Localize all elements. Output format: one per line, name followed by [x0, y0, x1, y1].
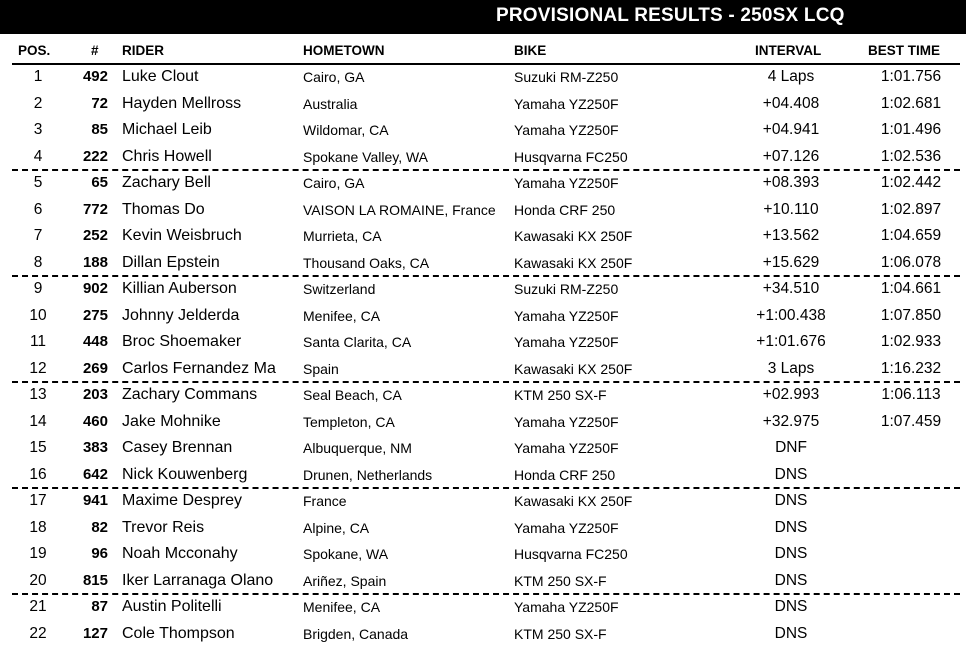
bike-cell: Yamaha YZ250F	[514, 175, 619, 191]
table-row	[0, 356, 966, 380]
rider-number-cell: 87	[91, 598, 108, 615]
hometown-cell: Alpine, CA	[303, 519, 370, 536]
bike-cell: Honda CRF 250	[514, 466, 616, 483]
bike-cell: Yamaha YZ250F	[514, 334, 619, 350]
hometown-cell: Spokane, WA	[303, 546, 389, 562]
rider-number-cell: 772	[82, 200, 108, 218]
rider-name-cell: Kevin Weisbruch	[122, 227, 242, 244]
hometown-cell: Australia	[303, 95, 358, 112]
column-header-best-time: BEST TIME	[868, 43, 941, 58]
position-cell: 7	[33, 227, 43, 244]
interval-cell: +15.629	[762, 253, 820, 271]
best-time-cell: 1:02.681	[880, 94, 942, 112]
rider-name-cell: Zachary Bell	[122, 174, 211, 191]
rider-name-cell: Nick Kouwenberg	[122, 465, 248, 483]
interval-cell: DNS	[774, 571, 808, 589]
best-time-cell: 1:04.661	[880, 280, 942, 297]
bike-cell: Yamaha YZ250F	[514, 307, 619, 324]
table-row	[0, 435, 966, 459]
best-time-cell: 1:07.850	[880, 306, 942, 324]
best-time-cell: 1:06.113	[881, 386, 941, 403]
rider-name-cell: Iker Larranaga Olano	[122, 571, 274, 589]
hometown-cell: Switzerland	[303, 281, 376, 297]
position-cell: 10	[29, 306, 47, 324]
rider-number-cell: 127	[82, 624, 108, 642]
page-title: PROVISIONAL RESULTS - 250SX LCQ	[496, 5, 845, 26]
bike-cell: KTM 250 SX-F	[514, 625, 607, 642]
table-row	[0, 144, 966, 168]
interval-cell: +07.126	[762, 147, 820, 165]
rider-name-cell: Maxime Desprey	[122, 492, 243, 509]
interval-cell: +08.393	[762, 174, 820, 191]
position-cell: 12	[29, 359, 47, 377]
best-time-cell: 1:02.933	[880, 333, 942, 350]
hometown-cell: Wildomar, CA	[303, 122, 389, 138]
position-cell: 11	[29, 333, 47, 350]
rider-name-cell: Austin Politelli	[122, 598, 222, 615]
rider-number-cell: 460	[82, 412, 108, 430]
interval-cell: 3 Laps	[767, 359, 815, 377]
rider-name-cell: Cole Thompson	[122, 624, 235, 642]
best-time-cell: 1:02.536	[880, 147, 942, 165]
best-time-cell: 1:06.078	[880, 253, 942, 271]
interval-cell: +10.110	[763, 200, 819, 218]
interval-cell: +1:01.676	[756, 333, 826, 350]
interval-cell: 4 Laps	[767, 68, 815, 85]
bike-cell: Honda CRF 250	[514, 201, 616, 218]
position-cell: 9	[33, 280, 43, 297]
rider-name-cell: Casey Brennan	[122, 439, 233, 456]
column-header-hometown: HOMETOWN	[303, 43, 385, 58]
hometown-cell: Menifee, CA	[303, 599, 381, 615]
bike-cell: KTM 250 SX-F	[514, 572, 607, 589]
hometown-cell: Ariñez, Spain	[303, 572, 387, 589]
best-time-cell: 1:02.442	[880, 174, 942, 191]
position-cell: 19	[29, 545, 47, 562]
column-header-rider: RIDER	[122, 43, 165, 58]
table-row	[0, 223, 966, 247]
rider-number-cell: 82	[91, 518, 108, 536]
rider-name-cell: Noah Mcconahy	[122, 545, 238, 562]
rider-name-cell: Carlos Fernandez Ma	[122, 359, 276, 377]
bike-cell: Yamaha YZ250F	[514, 440, 619, 456]
position-cell: 3	[33, 121, 43, 138]
best-time-cell: 1:16.232	[880, 359, 942, 377]
bike-cell: Husqvarna FC250	[514, 546, 628, 562]
bike-cell: KTM 250 SX-F	[514, 387, 607, 403]
rider-number-cell: 383	[82, 439, 108, 456]
position-cell: 1	[33, 68, 43, 85]
hometown-cell: Albuquerque, NM	[303, 440, 412, 456]
position-cell: 22	[29, 624, 47, 642]
interval-cell: +32.975	[762, 412, 820, 430]
position-cell: 8	[33, 253, 43, 271]
interval-cell: +1:00.438	[756, 306, 826, 324]
position-cell: 20	[29, 571, 47, 589]
table-row	[0, 621, 966, 645]
rider-number-cell: 203	[82, 386, 108, 403]
rider-name-cell: Killian Auberson	[122, 280, 237, 297]
hometown-cell: Spain	[303, 360, 339, 377]
rider-number-cell: 72	[91, 94, 108, 112]
position-cell: 14	[29, 412, 47, 430]
rider-number-cell: 642	[82, 465, 108, 483]
column-header-row	[0, 38, 966, 62]
rider-number-cell: 222	[82, 147, 108, 165]
table-row	[0, 250, 966, 274]
interval-cell: +02.993	[762, 386, 820, 403]
column-header-interval: INTERVAL	[755, 43, 822, 58]
table-row	[0, 568, 966, 592]
hometown-cell: Thousand Oaks, CA	[303, 254, 430, 271]
column-header-pos: POS.	[18, 43, 51, 58]
rider-name-cell: Thomas Do	[122, 200, 205, 218]
bike-cell: Yamaha YZ250F	[514, 95, 619, 112]
interval-cell: DNF	[775, 439, 807, 456]
table-row	[0, 197, 966, 221]
rider-number-cell: 188	[82, 253, 108, 271]
table-row	[0, 170, 966, 194]
title-bar	[0, 0, 966, 34]
rider-name-cell: Dillan Epstein	[122, 253, 220, 271]
hometown-cell: Spokane Valley, WA	[303, 148, 429, 165]
rider-number-cell: 269	[82, 359, 108, 377]
table-row	[0, 488, 966, 512]
interval-cell: +13.562	[762, 227, 820, 244]
hometown-cell: VAISON LA ROMAINE, France	[303, 201, 496, 218]
table-row	[0, 515, 966, 539]
hometown-cell: Murrieta, CA	[303, 228, 382, 244]
table-row	[0, 462, 966, 486]
interval-cell: DNS	[774, 545, 808, 562]
bike-cell: Kawasaki KX 250F	[514, 493, 633, 509]
table-row	[0, 117, 966, 141]
rider-number-cell: 941	[82, 492, 108, 509]
bike-cell: Kawasaki KX 250F	[514, 360, 633, 377]
best-time-cell: 1:01.756	[880, 68, 942, 85]
interval-cell: +04.941	[762, 121, 820, 138]
interval-cell: DNS	[774, 518, 808, 536]
hometown-cell: Santa Clarita, CA	[303, 334, 412, 350]
rider-number-cell: 492	[82, 68, 108, 85]
rider-name-cell: Johnny Jelderda	[122, 306, 240, 324]
table-row	[0, 303, 966, 327]
rider-name-cell: Luke Clout	[122, 68, 199, 85]
best-time-cell: 1:01.496	[880, 121, 942, 138]
bike-cell: Yamaha YZ250F	[514, 122, 619, 138]
position-cell: 15	[29, 439, 47, 456]
bike-cell: Yamaha YZ250F	[514, 599, 619, 615]
position-cell: 6	[33, 200, 43, 218]
bike-cell: Suzuki RM-Z250	[514, 281, 619, 297]
bike-cell: Kawasaki KX 250F	[514, 254, 633, 271]
rider-number-cell: 902	[82, 280, 108, 297]
hometown-cell: France	[303, 493, 347, 509]
hometown-cell: Menifee, CA	[303, 307, 381, 324]
interval-cell: +34.510	[762, 280, 820, 297]
bike-cell: Yamaha YZ250F	[514, 519, 619, 536]
column-header-bike: BIKE	[514, 43, 547, 58]
table-row	[0, 409, 966, 433]
interval-cell: DNS	[774, 598, 808, 615]
interval-cell: DNS	[774, 465, 808, 483]
rider-name-cell: Michael Leib	[122, 121, 212, 138]
table-row	[0, 594, 966, 618]
rider-number-cell: 96	[91, 545, 108, 562]
position-cell: 2	[33, 94, 43, 112]
table-row	[0, 329, 966, 353]
rider-name-cell: Trevor Reis	[122, 518, 205, 536]
table-row	[0, 276, 966, 300]
position-cell: 13	[29, 386, 47, 403]
rider-name-cell: Zachary Commans	[122, 386, 258, 403]
interval-cell: +04.408	[762, 94, 820, 112]
table-row	[0, 382, 966, 406]
rider-number-cell: 448	[82, 333, 108, 350]
hometown-cell: Templeton, CA	[303, 413, 395, 430]
rider-number-cell: 252	[82, 227, 108, 244]
best-time-cell: 1:07.459	[880, 412, 942, 430]
rider-name-cell: Broc Shoemaker	[122, 333, 242, 350]
hometown-cell: Brigden, Canada	[303, 625, 409, 642]
table-row	[0, 64, 966, 88]
best-time-cell: 1:04.659	[880, 227, 942, 244]
position-cell: 4	[33, 147, 43, 165]
bike-cell: Kawasaki KX 250F	[514, 228, 633, 244]
rider-number-cell: 815	[82, 571, 108, 589]
rider-name-cell: Jake Mohnike	[122, 412, 221, 430]
column-header-number: #	[91, 43, 99, 58]
interval-cell: DNS	[774, 492, 808, 509]
interval-cell: DNS	[774, 624, 808, 642]
position-cell: 5	[33, 174, 43, 191]
hometown-cell: Cairo, GA	[303, 175, 365, 191]
bike-cell: Yamaha YZ250F	[514, 413, 619, 430]
rider-name-cell: Chris Howell	[122, 147, 212, 165]
rider-number-cell: 275	[82, 306, 108, 324]
bike-cell: Husqvarna FC250	[514, 148, 628, 165]
table-row	[0, 91, 966, 115]
position-cell: 18	[29, 518, 47, 536]
rider-number-cell: 85	[91, 121, 108, 138]
best-time-cell: 1:02.897	[880, 200, 942, 218]
rider-name-cell: Hayden Mellross	[122, 94, 242, 112]
position-cell: 16	[29, 465, 47, 483]
rider-number-cell: 65	[91, 174, 108, 191]
hometown-cell: Cairo, GA	[303, 69, 365, 85]
position-cell: 17	[29, 492, 47, 509]
table-row	[0, 541, 966, 565]
hometown-cell: Drunen, Netherlands	[303, 466, 433, 483]
bike-cell: Suzuki RM-Z250	[514, 69, 619, 85]
hometown-cell: Seal Beach, CA	[303, 387, 402, 403]
position-cell: 21	[29, 598, 47, 615]
